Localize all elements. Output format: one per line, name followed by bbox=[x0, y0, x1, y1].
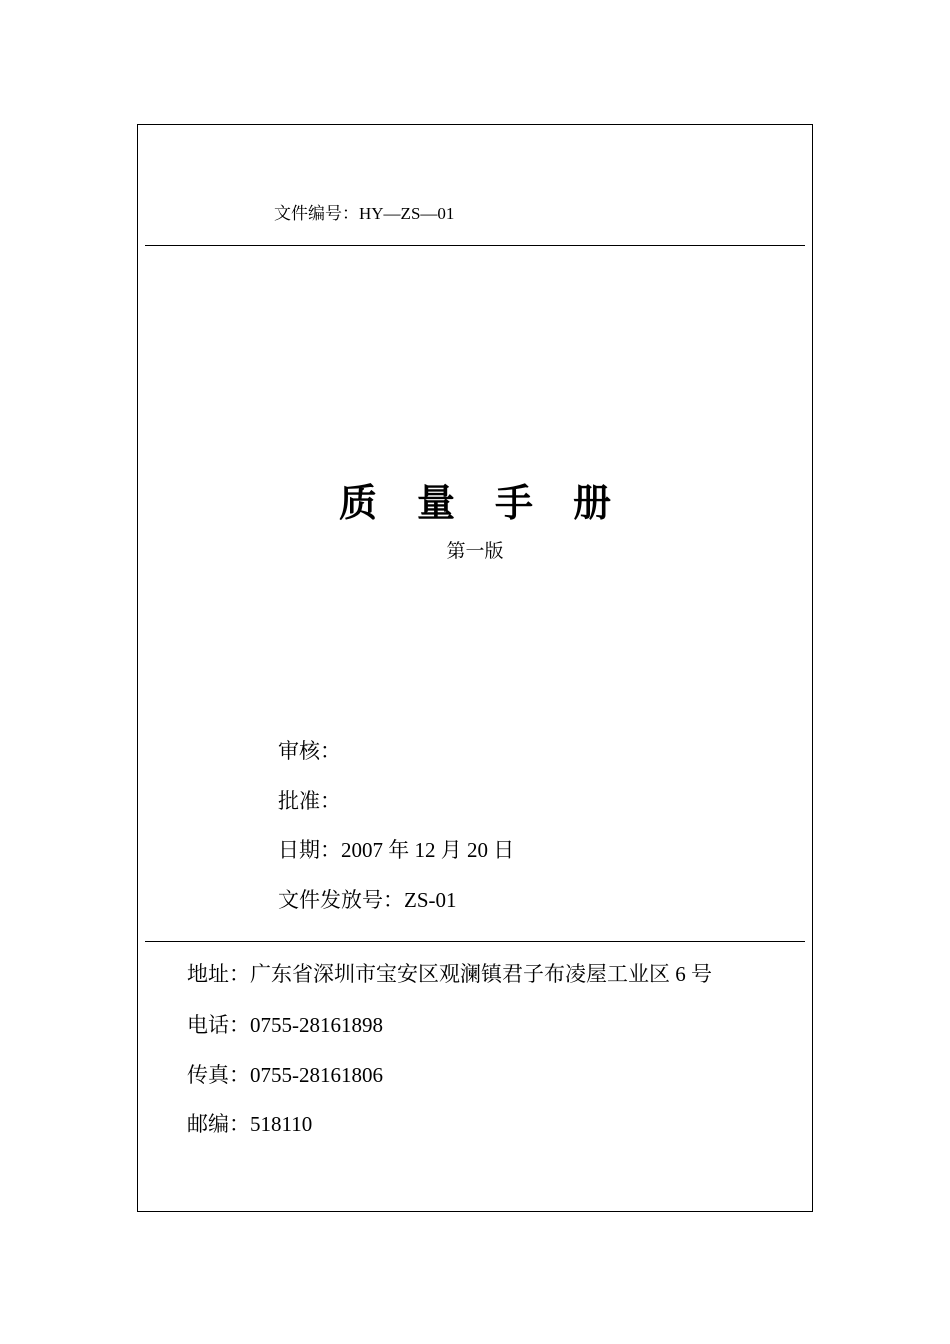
title-char: 质 bbox=[338, 481, 377, 525]
review-field: 审核： bbox=[278, 739, 341, 763]
fax-field: 传真：0755-28161806 bbox=[187, 1063, 383, 1087]
date-field: 日期：2007 年 12 月 20 日 bbox=[278, 838, 515, 862]
top-divider bbox=[145, 245, 805, 246]
document-title bbox=[0, 478, 950, 528]
edition-label: 第一版 bbox=[446, 541, 504, 562]
document-number: 文件编号：HY—ZS—01 bbox=[274, 204, 455, 223]
title-char: 册 bbox=[573, 481, 612, 525]
issue-number-field: 文件发放号：ZS-01 bbox=[278, 888, 457, 912]
page-border bbox=[137, 124, 813, 1212]
title-char: 量 bbox=[416, 481, 455, 525]
title-char: 手 bbox=[495, 481, 534, 525]
bottom-divider bbox=[145, 941, 805, 942]
zip-field: 邮编：518110 bbox=[187, 1112, 313, 1136]
approve-field: 批准： bbox=[278, 789, 341, 813]
address-field: 地址：广东省深圳市宝安区观澜镇君子布凌屋工业区 6 号 bbox=[187, 962, 712, 986]
phone-field: 电话：0755-28161898 bbox=[187, 1013, 383, 1037]
